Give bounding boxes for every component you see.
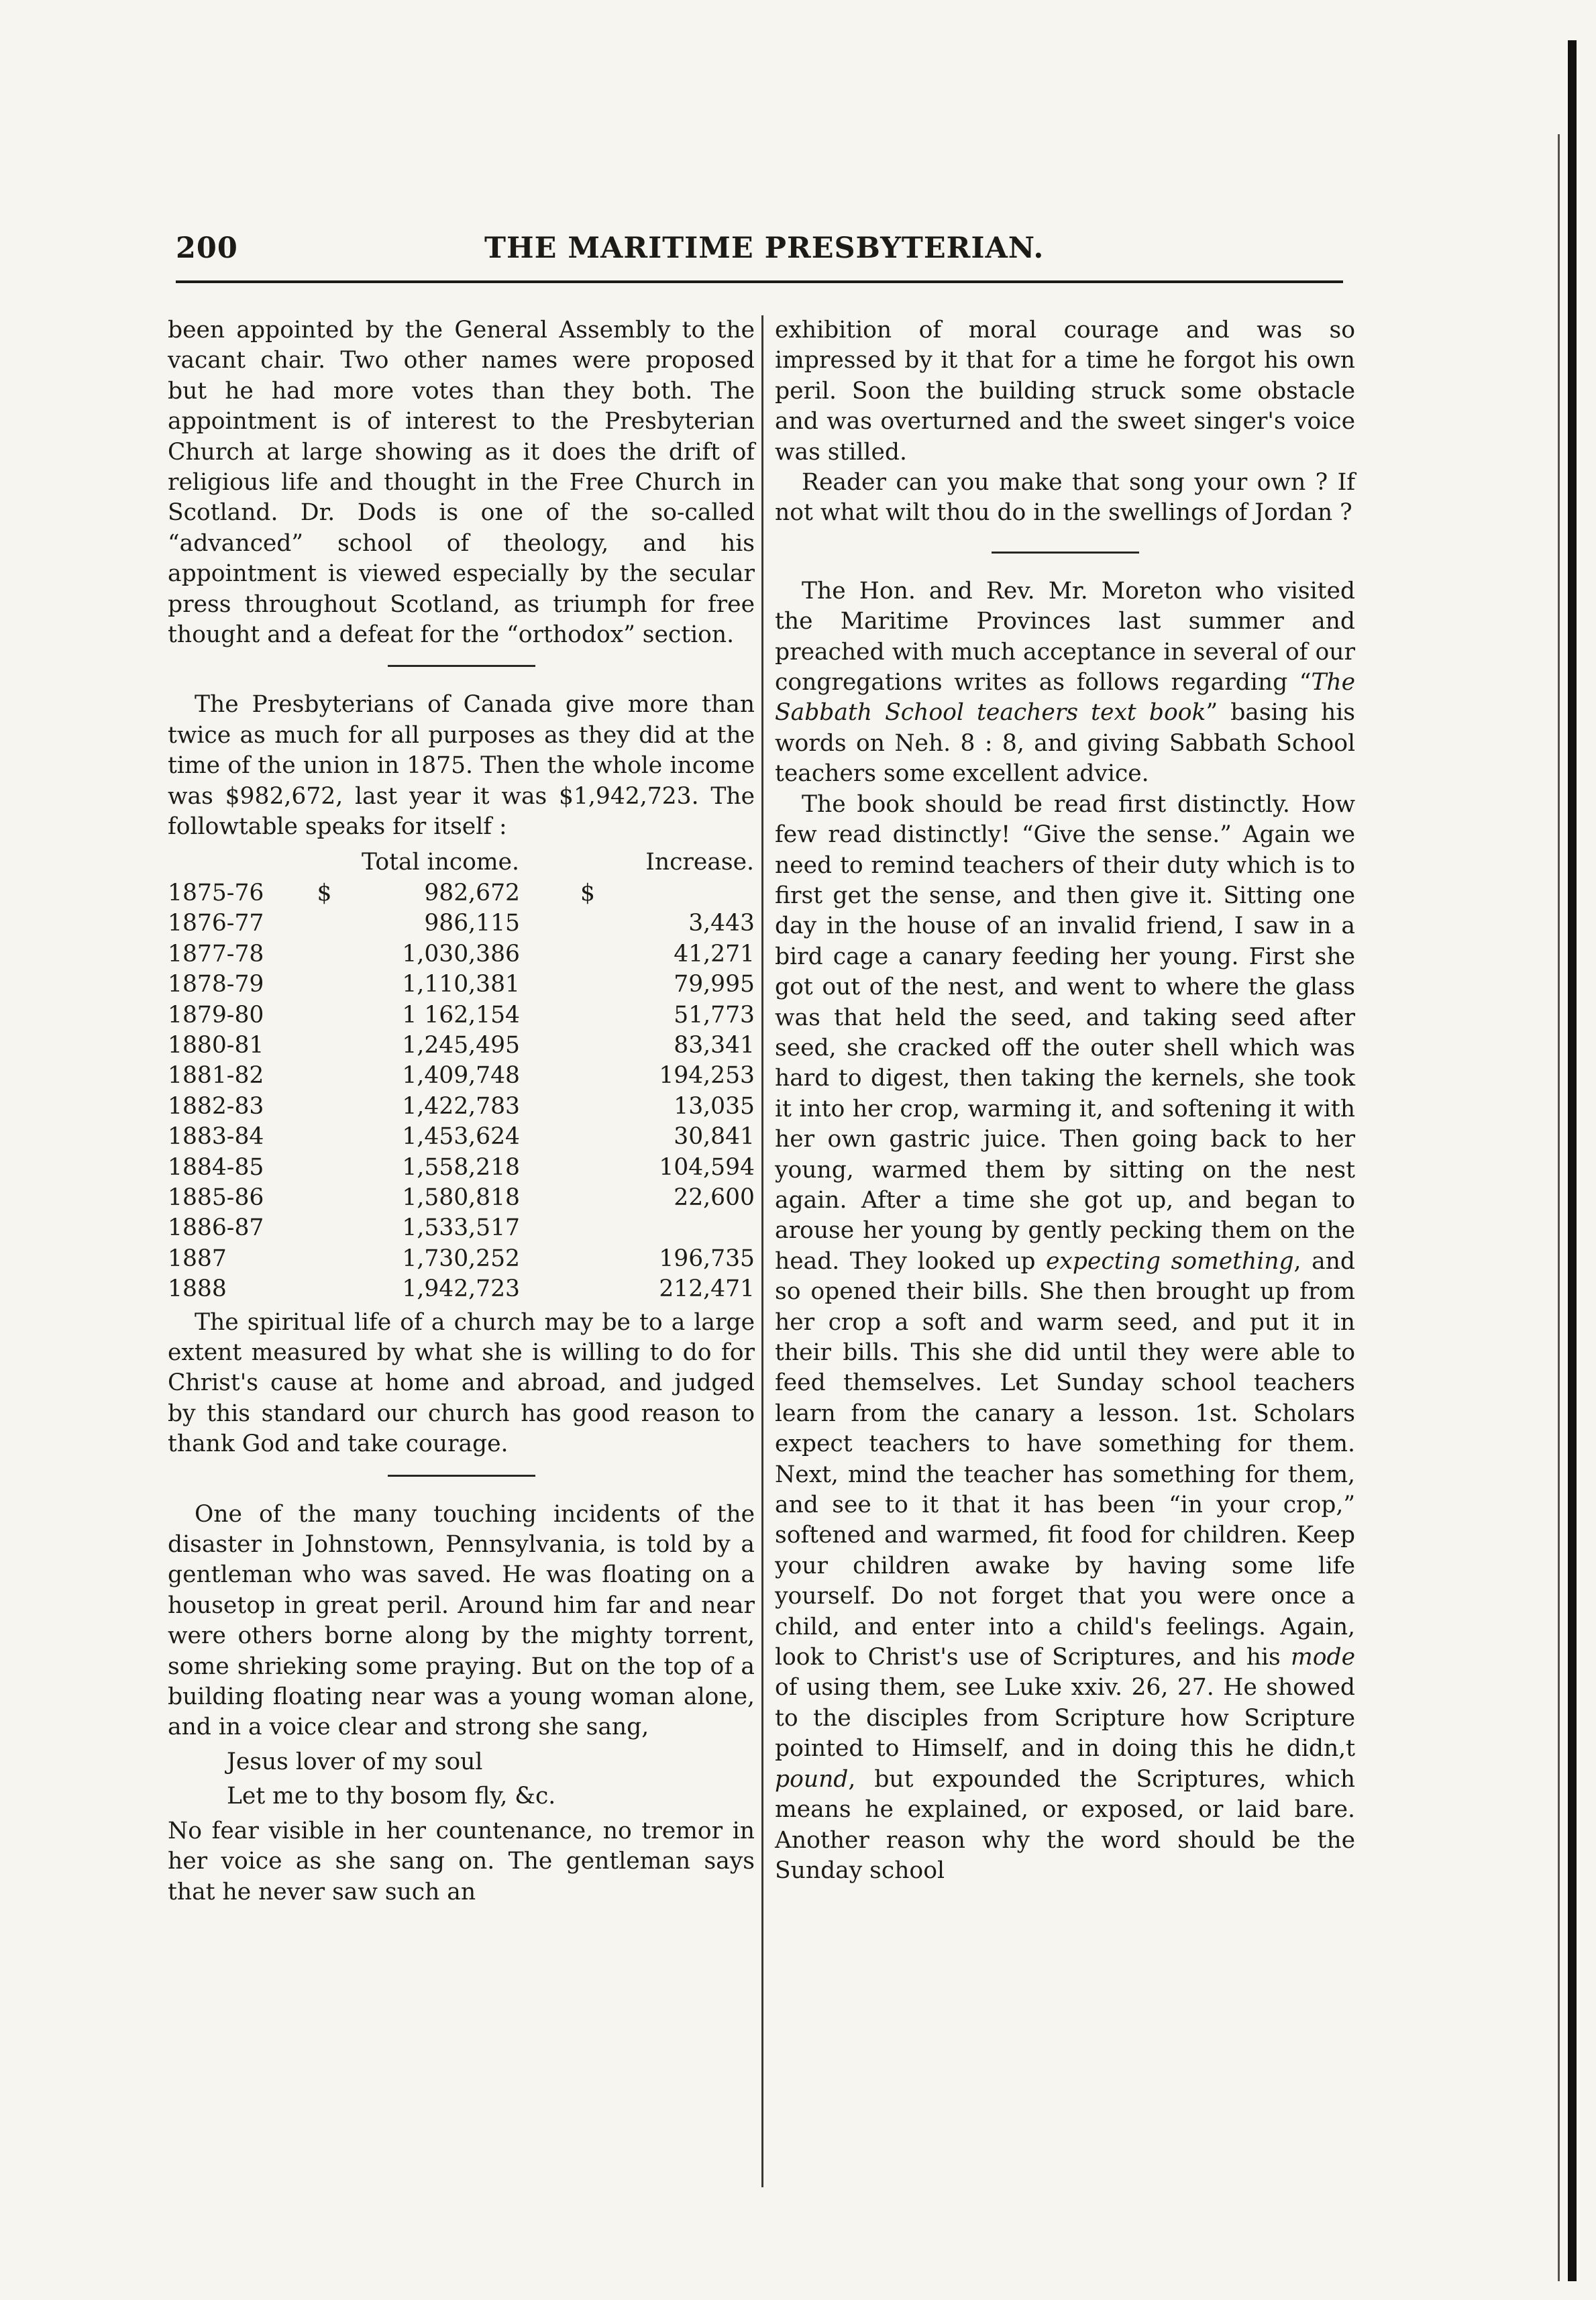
cell-year: 1876-77 [168, 910, 264, 937]
cell-increase: 212,471 [659, 1275, 755, 1303]
cell-increase: 3,443 [688, 910, 755, 937]
cell-year: 1885-86 [168, 1184, 264, 1211]
cell-total: 1,245,495 [402, 1031, 520, 1059]
table-header-row [168, 847, 755, 878]
cell-increase: 196,735 [659, 1245, 755, 1272]
cell-total: 1,030,386 [402, 940, 520, 968]
cell-year: 1888 [168, 1275, 227, 1303]
cell-increase: 13,035 [674, 1092, 755, 1120]
cell-increase: 194,253 [659, 1062, 755, 1090]
book-title: The Sabbath School teachers text book [775, 669, 1355, 727]
cell-year: 1878-79 [168, 971, 264, 998]
cell-year: 1877-78 [168, 940, 264, 968]
cell-increase [520, 878, 755, 908]
cell-increase: 79,995 [674, 971, 755, 998]
table-row [168, 1183, 755, 1213]
table-row [168, 1274, 755, 1304]
verse-line-2: Let me to thy bosom fly, &c. [227, 1783, 556, 1810]
cell-total: 1,453,624 [402, 1123, 520, 1151]
dollar-sign: $ [317, 879, 332, 906]
table-row [168, 1244, 755, 1274]
section-separator [388, 1475, 535, 1477]
table-row [168, 1061, 755, 1091]
publication-title: THE MARITIME PRESBYTERIAN. [484, 231, 1045, 265]
cell-total: 1,110,381 [402, 971, 520, 998]
paragraph-moreton: The Hon. and Rev. Mr. Moreton who visited the Maritime Provinces last summer and preached with much acceptance in several of our congregations writes as follows regarding “The Sabbath School teachers text book” basing his words on Neh. 8 : 8, and giving Sabbath School teachers some excellent advice. [775, 577, 1355, 788]
column-header-total: Total income. [362, 848, 519, 876]
dollar-sign: $ [580, 879, 595, 906]
column-divider [761, 315, 763, 2187]
section-separator [992, 552, 1139, 554]
cell-year: 1887 [168, 1245, 227, 1272]
cell-increase [520, 1213, 755, 1243]
table-row [168, 1031, 755, 1061]
paragraph-johnstown-cont: No fear visible in her countenance, no tremor in her voice as she sang on. The gentleman says that he never saw such an [168, 1817, 755, 1905]
table-row [168, 1153, 755, 1183]
left-column [168, 315, 755, 1907]
paragraph-spiritual-life: The spiritual life of a church may be to a large extent measured by what she is willing to do for Christ's cause at home and abroad, and judged by this standard our church has good reason to thank God and take courage. [168, 1308, 755, 1458]
cell-total: 1,422,783 [402, 1092, 520, 1120]
header-rule [176, 280, 1343, 283]
paragraph-reader: Reader can you make that song your own ? If not what wilt thou do in the swellings of Jordan ? [775, 469, 1355, 527]
cell-total: $ 982,672 [297, 878, 521, 908]
cell-total: 1,558,218 [402, 1153, 520, 1181]
table-row [168, 908, 755, 939]
page-number: 200 [176, 231, 238, 265]
table-row [168, 1000, 755, 1031]
cell-increase: 83,341 [674, 1031, 755, 1059]
binding-edge [1568, 40, 1577, 2281]
cell-total: 986,115 [424, 910, 520, 937]
table-row [168, 1092, 755, 1122]
column-header-increase: Increase. [645, 848, 754, 876]
paragraph-johnstown: One of the many touching incidents of the disaster in Johnstown, Pennsylvania, is told by a gentleman who was saved. He was floating on a housetop in great peril. Around him far and near were others borne along by the mighty torrent, some shrieking some praying. But on the top of a building floating near was a young woman alone, and in a voice clear and strong she sang, [168, 1500, 755, 1741]
cell-total: 1,409,748 [402, 1062, 520, 1090]
section-separator [388, 665, 535, 667]
paragraph-income-intro: The Presbyterians of Canada give more than twice as much for all purposes as they did at the time of the union in 1875. Then the whole income was $982,672, last year it was $1,942,723. The followtable speaks for itself : [168, 691, 755, 841]
cell-year: 1882-83 [168, 1092, 264, 1120]
cell-year: 1886-87 [168, 1214, 264, 1242]
verse-line-1: Jesus lover of my soul [227, 1748, 483, 1775]
cell-total: 1,730,252 [402, 1245, 520, 1272]
cell-increase: 41,271 [674, 940, 755, 968]
page-header [176, 231, 1343, 272]
paragraph-dods: been appointed by the General Assembly to the vacant chair. Two other names were proposed but he had more votes than they both. The appointment is of interest to the Presbyterian Church at large showing as it does the drift of religious life and thought in the Free Church in Scotland. Dr. Dods is one of the so-called “advanced” school of theology, and his appointment is viewed especially by the secular press throughout Scotland, as triumph for free thought and a defeat for the “orthodox” section. [168, 317, 755, 649]
cell-total: 1 162,154 [402, 1001, 520, 1029]
table-row [168, 1213, 755, 1243]
cell-increase: 30,841 [674, 1123, 755, 1151]
cell-total: 1,533,517 [402, 1214, 520, 1242]
cell-increase: 104,594 [659, 1153, 755, 1181]
cell-year: 1880-81 [168, 1031, 264, 1059]
cell-increase: 51,773 [674, 1001, 755, 1029]
cell-year: 1875-76 [168, 879, 264, 906]
cell-year: 1884-85 [168, 1153, 264, 1181]
binding-edge-thin [1558, 134, 1560, 2281]
cell-year: 1881-82 [168, 1062, 264, 1090]
income-table-body [168, 878, 755, 1305]
table-row [168, 970, 755, 1000]
cell-year: 1879-80 [168, 1001, 264, 1029]
table-row [168, 939, 755, 970]
table-row [168, 1122, 755, 1152]
cell-total: 1,580,818 [402, 1184, 520, 1211]
cell-year: 1883-84 [168, 1123, 264, 1151]
paragraph-canary: The book should be read first distinctly. How few read distinctly! “Give the sense.” Again we need to remind teachers of their duty which is to first get the sense, and then give it. Sitting one day in the house of an invalid friend, I saw in a bird cage a canary feeding her young. First she got out of the nest, and went to where the glass was that held the seed, and taking seed after seed, she cracked off the outer shell which was hard to digest, then taking the kernels, she took it into her crop, warming it, and softening it with her own gastric juice. Then going back to her young, warmed them by sitting on the nest again. After a time she got up, and began to arouse her young by gently pecking them on the head. They looked up expecting something, and so opened their bills. She then brought up from her crop a soft and warm seed, and put it in their bills. This she did until they were able to feed themselves. Let Sunday school teachers learn from the canary a lesson. 1st. Scholars expect teachers to have something for them. Next, mind the teacher has something for them, and see to it that it has been “in your crop,” softened and warmed, fit food for children. Keep your children awake by having some life yourself. Do not forget that you were once a child, and enter into a child's feelings. Again, look to Christ's use of Scriptures, and his mode of using them, see Luke xxiv. 26, 27. He showed to the disciples from Scripture how Scripture pointed to Himself, and in doing this he didn,t pound, but expounded the Scriptures, which means he explained, or exposed, or laid bare. Another reason why the word should be the Sunday school [775, 790, 1355, 1884]
table-row [168, 878, 755, 908]
cell-increase: 22,600 [674, 1184, 755, 1211]
paragraph-courage: exhibition of moral courage and was so impressed by it that for a time he forgot his own peril. Soon the building struck some obstacle and was overturned and the sweet singer's voice was stilled. [775, 317, 1355, 466]
income-table [168, 847, 755, 1305]
cell-total: 1,942,723 [402, 1275, 520, 1303]
right-column [775, 315, 1355, 1886]
